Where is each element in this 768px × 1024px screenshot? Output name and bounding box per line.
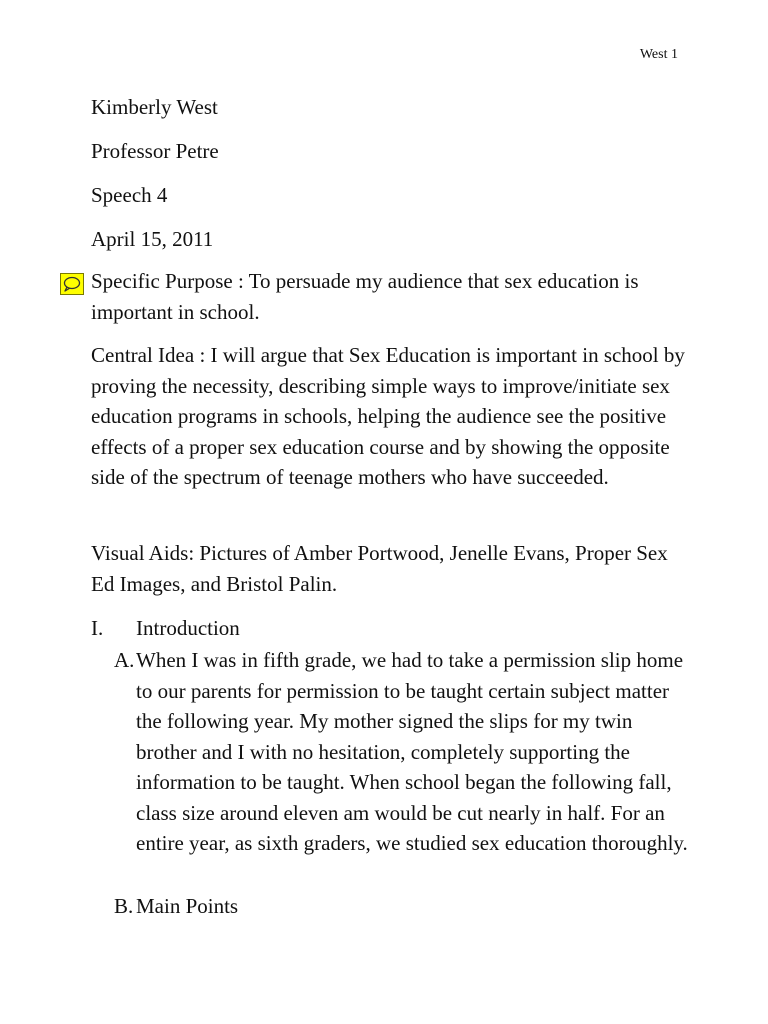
document-date: April 15, 2011 xyxy=(91,227,214,251)
professor-name: Professor Petre xyxy=(91,139,219,163)
outline-section-marker: I. xyxy=(91,616,104,640)
central-idea: Central Idea : I will argue that Sex Education is important in school by proving the necessity, describing simple ways to improve/initiate sex education programs in schools, helping the audience see the positive effects of a proper sex education course and by showing the opposite side of the spectrum of teenage mothers who have succeeded. xyxy=(91,343,685,489)
outline-item-text: Main Points xyxy=(136,894,239,918)
comment-icon[interactable] xyxy=(60,273,84,295)
outline-item-marker: A. xyxy=(114,648,135,672)
outline-section-title: Introduction xyxy=(136,616,240,640)
outline-item-text: When I was in fifth grade, we had to take a permission slip home to our parents for permission to be taught certain subject matter the following year. My mother signed the slips for my twin brother and I with no hesitation, completely supporting the information to be taught. When school began the following fall, class size around eleven am would be cut nearly in half. For an entire year, as sixth graders, we studied sex education thoroughly. xyxy=(136,648,688,855)
outline-item-marker: B. xyxy=(114,894,134,918)
author-name: Kimberly West xyxy=(91,95,218,119)
specific-purpose: Specific Purpose : To persuade my audience that sex education is important in school. xyxy=(91,269,639,324)
visual-aids: Visual Aids: Pictures of Amber Portwood, Jenelle Evans, Proper Sex Ed Images, and Bristol Palin. xyxy=(91,541,668,596)
course-name: Speech 4 xyxy=(91,183,168,207)
page-number-header: West 1 xyxy=(639,47,678,62)
